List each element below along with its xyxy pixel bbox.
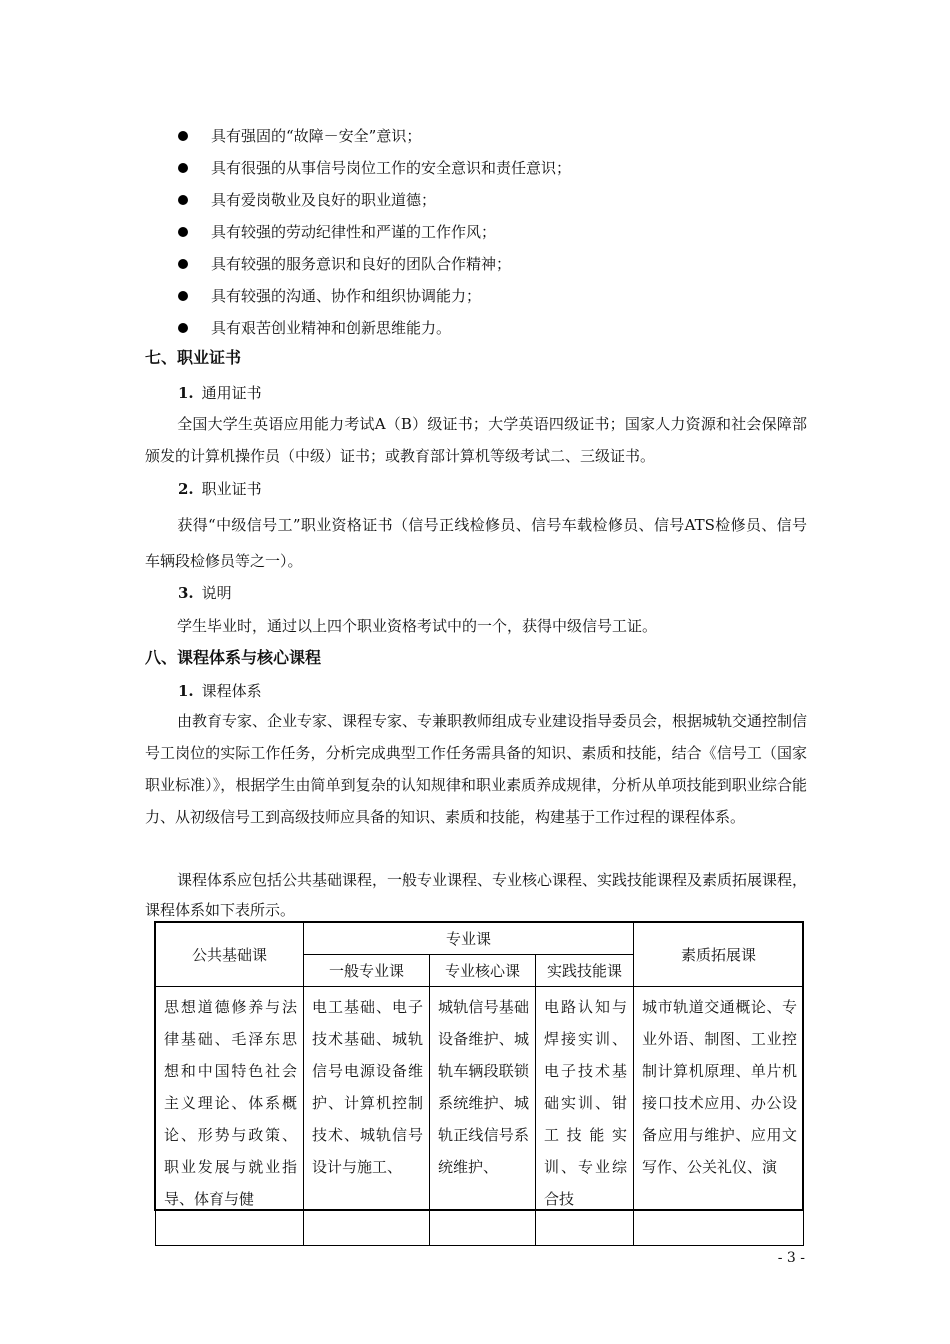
paragraph-vocational-certificates — [145, 507, 807, 579]
bullet-list — [178, 124, 818, 348]
subheading-label: 课程体系 — [201, 682, 262, 700]
bullet-dot-icon — [178, 163, 188, 173]
section-heading-certificates: 七、职业证书 — [145, 348, 242, 367]
paragraph-text: 课程体系应包括公共基础课程，一般专业课程、专业核心课程、实践技能课程及素质拓展课程，课程体系如下表所示。 — [145, 871, 808, 919]
list-item: 具有很强的从事信号岗位工作的安全意识和责任意识； — [178, 156, 818, 188]
subheading-notes — [178, 582, 232, 603]
list-item: 具有爱岗敬业及良好的职业道德； — [178, 188, 818, 220]
paragraph-text: 由教育专家、企业专家、课程专家、专兼职教师组成专业建设指导委员会，根据城轨交通控制信号工岗位的实际工作任务，分析完成典型工作任务需具备的知识、素质和技能，结合《信号工（国家职业标准）》，根据学生由简单到复杂的认知规律和职业素质养成规律，分析从单项技能到职业综合能力、从初级信号工到高级技师应具备的知识、素质和技能，构建基于工作过程的课程体系。 — [145, 712, 808, 826]
paragraph-curriculum-table-intro — [145, 865, 807, 925]
subheading-general-certificates — [178, 382, 262, 403]
subheading-curriculum-system — [178, 680, 262, 701]
list-item: 具有艰苦创业精神和创新思维能力。 — [178, 316, 818, 348]
subheading-label: 职业证书 — [201, 480, 262, 498]
subheading-label: 通用证书 — [201, 384, 262, 402]
page-number: - 3 - — [777, 1250, 805, 1266]
cell-core-courses: 城轨信号基础设备维护、城轨车辆段联锁系统维护、城轨正线信号系统维护、 — [430, 987, 536, 1246]
paragraph-general-certificates — [145, 408, 807, 472]
bullet-dot-icon — [178, 195, 188, 205]
header-practice-courses: 实践技能课 — [536, 955, 634, 987]
list-item: 具有较强的服务意识和良好的团队合作精神； — [178, 252, 818, 284]
bullet-dot-icon — [178, 259, 188, 269]
list-item: 具有强固的“故障－安全”意识； — [178, 124, 818, 156]
header-general-courses: 一般专业课 — [304, 955, 430, 987]
cell-quality-courses: 城市轨道交通概论、专业外语、制图、工业控制计算机原理、单片机接口技术应用、办公设备应用与维护、应用文写作、公关礼仪、演 — [634, 987, 804, 1246]
paragraph-text: 全国大学生英语应用能力考试A（B）级证书；大学英语四级证书；国家人力资源和社会保障部颁发的计算机操作员（中级）证书；或教育部计算机等级考试二、三级证书。 — [145, 415, 807, 465]
subheading-number: 1. — [178, 384, 194, 402]
section-heading-curriculum: 八、课程体系与核心课程 — [145, 648, 322, 667]
paragraph-notes — [145, 610, 807, 642]
cell-practice-courses: 电路认知与焊接实训、电子技术基础实训、钳工技能实训、专业综合技 — [536, 987, 634, 1246]
bullet-dot-icon — [178, 323, 188, 333]
subheading-number: 2. — [178, 480, 194, 498]
paragraph-text: 学生毕业时，通过以上四个职业资格考试中的一个，获得中级信号工证。 — [177, 617, 658, 635]
paragraph-text: 获得“中级信号工”职业资格证书（信号正线检修员、信号车载检修员、信号ATS检修员、信号车辆段检修员等之一）。 — [145, 516, 807, 570]
subheading-label: 说明 — [201, 584, 232, 602]
header-core-courses: 专业核心课 — [430, 955, 536, 987]
header-public-courses: 公共基础课 — [156, 923, 304, 987]
list-item: 具有较强的沟通、协作和组织协调能力； — [178, 284, 818, 316]
paragraph-curriculum-description — [145, 705, 807, 833]
cell-general-courses: 电工基础、电子技术基础、城轨信号电源设备维护、计算机控制技术、城轨信号设计与施工、 — [304, 987, 430, 1246]
subheading-number: 3. — [178, 584, 194, 602]
list-item: 具有较强的劳动纪律性和严谨的工作作风； — [178, 220, 818, 252]
bullet-dot-icon — [178, 131, 188, 141]
cell-public-courses: 思想道德修养与法律基础、毛泽东思想和中国特色社会主义理论、体系概论、形势与政策、职业发展与就业指导、体育与健 — [156, 987, 304, 1246]
header-major-courses: 专业课 — [304, 923, 634, 955]
bullet-dot-icon — [178, 227, 188, 237]
bullet-dot-icon — [178, 291, 188, 301]
subheading-vocational-certificates — [178, 478, 262, 499]
subheading-number: 1. — [178, 682, 194, 700]
header-quality-courses: 素质拓展课 — [634, 923, 804, 987]
curriculum-table — [155, 922, 804, 1246]
